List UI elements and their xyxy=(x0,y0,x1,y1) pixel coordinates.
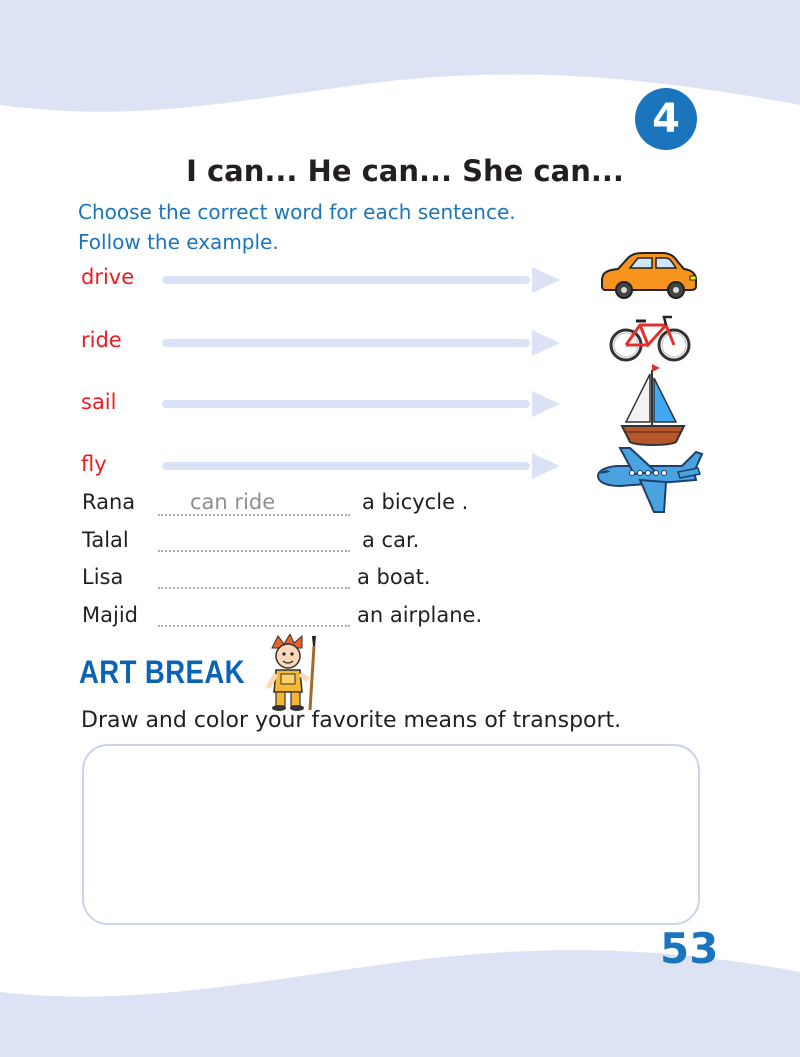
sentence-4-answer-blank[interactable] xyxy=(158,601,350,627)
page-title: I can... He can... She can... xyxy=(186,154,624,188)
sentence-3-object: a boat. xyxy=(357,565,431,589)
verb-drive: drive xyxy=(81,265,135,289)
airplane-picture xyxy=(594,446,704,516)
sentence-1-subject: Rana xyxy=(82,490,136,514)
instruction-line-2: Follow the example. xyxy=(78,230,279,254)
drawing-area[interactable] xyxy=(82,744,700,925)
instruction-line-1: Choose the correct word for each sentence. xyxy=(78,200,516,224)
drawing-instruction: Draw and color your favorite means of transport. xyxy=(81,708,622,733)
sentence-2-subject: Talal xyxy=(82,528,129,552)
verb-ride: ride xyxy=(81,328,122,352)
sentence-3-answer-blank[interactable] xyxy=(158,563,350,589)
art-break-title: ART BREAK xyxy=(79,654,245,690)
arrow-drive xyxy=(162,266,562,294)
arrow-sail xyxy=(162,390,562,418)
sentence-4-subject: Majid xyxy=(82,603,138,627)
car-picture xyxy=(596,250,700,300)
arrow-fly xyxy=(162,452,562,480)
sentence-3-subject: Lisa xyxy=(82,565,124,589)
exercise-number-badge: 4 xyxy=(635,88,697,150)
sentence-1-object: a bicycle . xyxy=(362,490,469,514)
sentence-1-answer-example: can ride xyxy=(190,490,276,514)
verb-fly: fly xyxy=(81,452,107,476)
arrow-ride xyxy=(162,329,562,357)
bicycle-picture xyxy=(608,309,692,363)
verb-sail: sail xyxy=(81,390,117,414)
sentence-2-answer-blank[interactable] xyxy=(158,526,350,552)
page-number: 53 xyxy=(660,924,719,973)
sailboat-picture xyxy=(618,364,688,448)
boy-with-paintbrush-illustration xyxy=(262,634,324,712)
sentence-2-object: a car. xyxy=(362,528,420,552)
sentence-4-object: an airplane. xyxy=(357,603,483,627)
